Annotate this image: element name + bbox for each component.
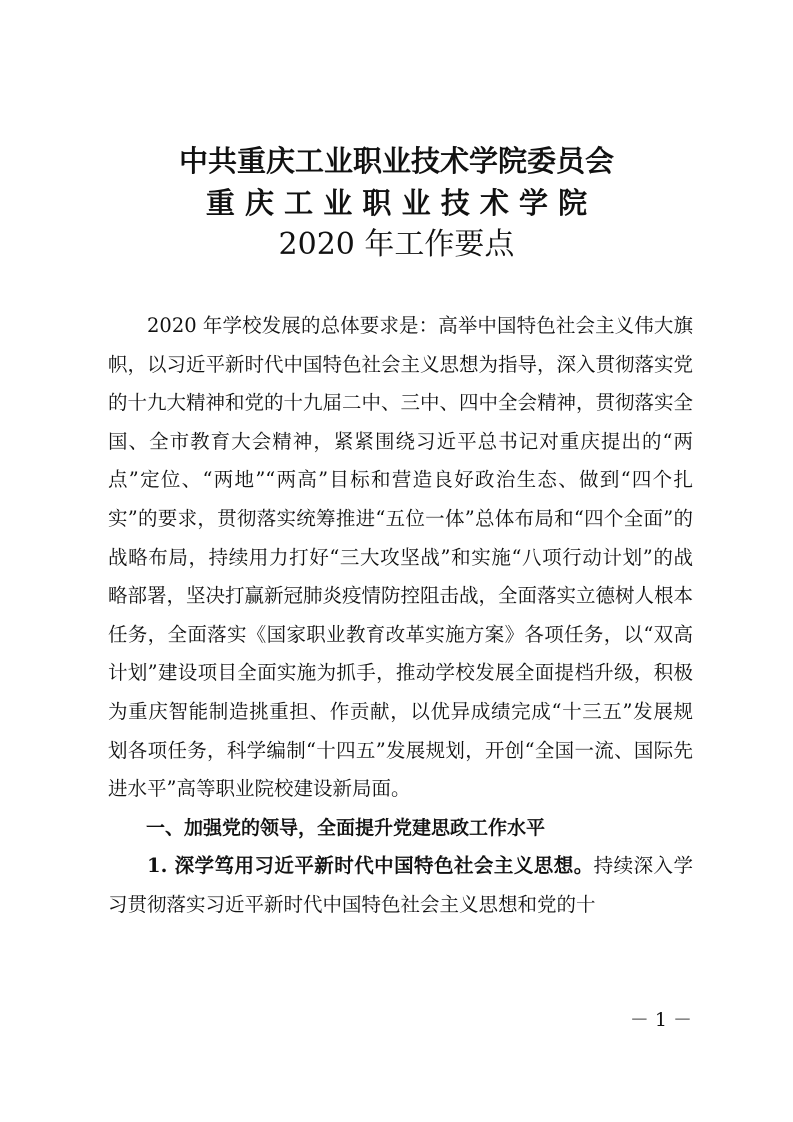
- page-number: － 1 －: [629, 1009, 692, 1031]
- item-lead: 1. 深学笃用习近平新时代中国特色社会主义思想。: [147, 854, 594, 878]
- document-title: [0, 140, 793, 266]
- item-text: 持续深入学习贯彻落实习近平新时代中国特色社会主义思想和党的十: [108, 854, 693, 916]
- intro-paragraph: 2020 年学校发展的总体要求是：高举中国特色社会主义伟大旗帜，以习近平新时代中国特色社会主义思想为指导，深入贯彻落实党的十九大精神和党的十九届二中、三中、四中全会精神，贯彻落实全国、全市教育大会精神，紧紧围绕习近平总书记对重庆提出的“两点”定位、“两地”“两高”目标和营造良好政治生态、做到“四个扎实”的要求，贯彻落实统筹推进“五位一体”总体布局和“四个全面”的战略布局，持续用力打好“三大攻坚战”和实施“八项行动计划”的战略部署，坚决打赢新冠肺炎疫情防控阻击战，全面落实立德树人根本任务，全面落实《国家职业教育改革实施方案》各项任务，以“双高计划”建设项目全面实施为抓手，推动学校发展全面提档升级，积极为重庆智能制造挑重担、作贡献，以优异成绩完成“十三五”发展规划各项任务，科学编制“十四五”发展规划，开创“全国一流、国际先进水平”高等职业院校建设新局面。: [108, 314, 694, 801]
- section-heading: 一、加强党的领导，全面提升党建思政工作水平: [146, 816, 546, 839]
- title-line-work-points: 2020 年工作要点: [278, 227, 515, 262]
- title-line-college: 重庆工业职业技术学院: [205, 186, 598, 220]
- item-paragraph: [108, 847, 693, 924]
- title-line-committee: 中共重庆工业职业技术学院委员会: [178, 144, 614, 178]
- document-body: [108, 307, 693, 925]
